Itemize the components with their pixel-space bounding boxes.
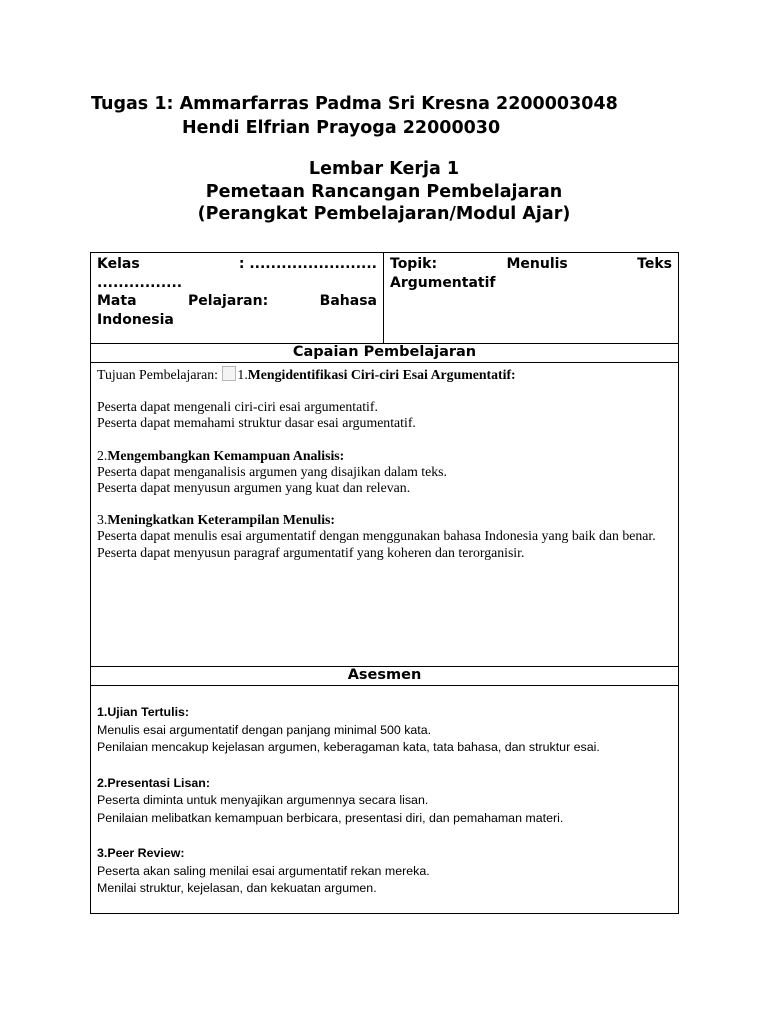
- asesmen-content: [91, 686, 679, 914]
- item-3-title: Meningkatkan Keterampilan Menulis:: [107, 512, 336, 528]
- topik-word-4: Argumentatif: [390, 274, 496, 291]
- mapel-line: [97, 292, 377, 311]
- topik-word-2: Menulis: [506, 256, 568, 272]
- item-3-line-2: Peserta dapat menyusun paragraf argumentatif yang koheren dan terorganisir.: [97, 544, 525, 560]
- mapel-word-1: Mata: [97, 293, 137, 309]
- item-1-line-2: Peserta dapat memahami struktur dasar esai argumentatif.: [97, 415, 416, 431]
- asesmen-3-line-2: Menilai struktur, kejelasan, dan kekuatan argumen.: [97, 881, 377, 895]
- item-3-line-1: Peserta dapat menulis esai argumentatif dengan menggunakan bahasa Indonesia yang baik dan benar.: [97, 528, 656, 544]
- topik-word-1: Topik:: [390, 256, 438, 272]
- topik-line: [390, 255, 672, 274]
- mapel-word-2: Pelajaran:: [188, 293, 269, 309]
- item-1-title: Mengidentifikasi Ciri-ciri Esai Argumentatif:: [247, 367, 516, 382]
- capaian-content-row: [91, 363, 679, 667]
- tujuan-line: [97, 366, 672, 383]
- header-line-1: Tugas 1: Ammarfarras Padma Sri Kresna 2200003048: [91, 94, 618, 114]
- item-2-number: 2.: [97, 447, 108, 463]
- checkbox-glyph-icon: [222, 366, 236, 381]
- item-2-line-2: Peserta dapat menyusun argumen yang kuat dan relevan.: [97, 480, 411, 496]
- kelas-dots: : ........................: [238, 256, 377, 272]
- kelas-dots-continued: ................: [97, 274, 183, 291]
- item-2-title: Mengembangkan Kemampuan Analisis:: [107, 447, 345, 463]
- asesmen-2-title: 2.Presentasi Lisan:: [97, 775, 210, 790]
- topic-cell: [384, 253, 679, 344]
- worksheet-table: [90, 252, 679, 914]
- asesmen-2-line-2: Penilaian melibatkan kemampuan berbicara, presentasi diri, dan pemahaman materi.: [97, 810, 564, 825]
- item-3-heading: [97, 512, 672, 528]
- tujuan-label: Tujuan Pembelajaran:: [97, 367, 218, 382]
- asesmen-heading: Asesmen: [91, 667, 679, 686]
- capaian-heading: Capaian Pembelajaran: [91, 344, 679, 363]
- item-2-heading: [97, 448, 672, 464]
- item-2-line-1: Peserta dapat menganalisis argumen yang disajikan dalam teks.: [97, 463, 447, 479]
- capaian-content: [91, 363, 679, 667]
- worksheet-subtitle-2: (Perangkat Pembelajaran/Modul Ajar): [197, 204, 571, 224]
- class-subject-cell: [91, 253, 384, 344]
- mapel-word-4: Indonesia: [97, 311, 174, 328]
- topik-word-3: Teks: [637, 256, 672, 272]
- info-row: [91, 253, 679, 344]
- item-1-line-1: Peserta dapat mengenali ciri-ciri esai argumentatif.: [97, 399, 378, 415]
- item-1-number: 1.: [237, 367, 248, 382]
- asesmen-content-row: [91, 686, 679, 914]
- asesmen-1-line-2: Penilaian mencakup kejelasan argumen, keberagaman kata, tata bahasa, dan struktur esai.: [97, 740, 600, 754]
- asesmen-3-line-1: Peserta akan saling menilai esai argumentatif rekan mereka.: [97, 863, 430, 878]
- mapel-word-3: Bahasa: [319, 293, 377, 309]
- capaian-heading-row: [91, 344, 679, 363]
- asesmen-1-line-1: Menulis esai argumentatif dengan panjang minimal 500 kata.: [97, 722, 432, 737]
- asesmen-2-line-1: Peserta diminta untuk menyajikan argumennya secara lisan.: [97, 793, 429, 807]
- worksheet-title: Lembar Kerja 1: [308, 159, 460, 179]
- item-3-number: 3.: [97, 512, 108, 528]
- header-line-2: Hendi Elfrian Prayoga 22000030: [182, 118, 501, 138]
- kelas-line: [97, 255, 377, 274]
- asesmen-heading-row: [91, 667, 679, 686]
- asesmen-1-title: 1.Ujian Tertulis:: [97, 705, 190, 719]
- worksheet-title-block: [0, 158, 768, 226]
- asesmen-3-title: 3.Peer Review:: [97, 846, 185, 860]
- kelas-label: Kelas: [97, 256, 140, 272]
- worksheet-subtitle: Pemetaan Rancangan Pembelajaran: [205, 181, 563, 202]
